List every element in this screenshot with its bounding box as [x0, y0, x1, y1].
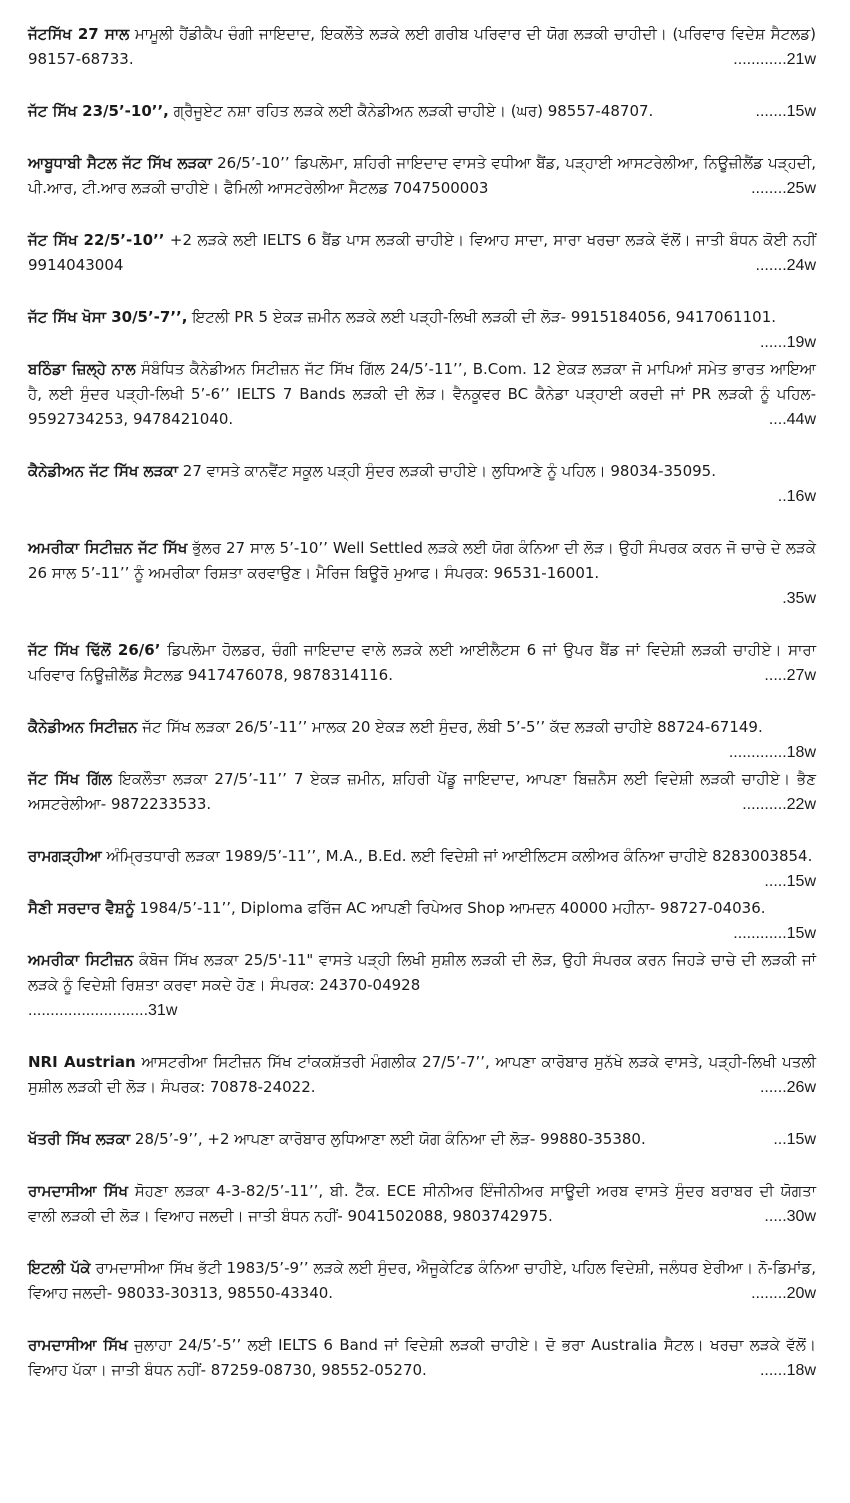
ad-body: ਗ੍ਰੈਜੂਏਟ ਨਸ਼ਾ ਰਹਿਤ ਲੜਕੇ ਲਈ ਕੈਨੇਡੀਅਨ ਲੜਕੀ ਚਾਹੀਏ। (ਘਰ) 98557-48707.: [168, 102, 654, 120]
ad-text: [28, 1050, 816, 1100]
ad-lead: ਜੱਟ ਸਿੱਖ ਖੋਸਾ 30/5’-7’’,: [28, 308, 188, 326]
ad-text: [28, 715, 816, 761]
ad-body: 27 ਵਾਸਤੇ ਕਾਨਵੈਂਟ ਸਕੂਲ ਪੜ੍ਹੀ ਸੁੰਦਰ ਲੜਕੀ ਚਾਹੀਏ। ਲੁਧਿਆਣੇ ਨੂੰ ਪਹਿਲ। 98034-35095.: [178, 462, 716, 480]
matrimonial-ad: [28, 844, 816, 890]
matrimonial-ad: [28, 715, 816, 761]
ad-lead: ਰਾਮਗੜ੍ਹੀਆ: [28, 847, 102, 865]
ad-text: [28, 1256, 816, 1306]
ad-body: ਮਾਮੂਲੀ ਹੈਂਡੀਕੈਪ ਚੰਗੀ ਜਾਇਦਾਦ, ਇਕਲੌਤੇ ਲੜਕੇ ਲਈ ਗਰੀਬ ਪਰਿਵਾਰ ਦੀ ਯੋਗ ਲੜਕੀ ਚਾਹੀਦੀ। (ਪਰਿਵਾਰ ਵਿਦੇਸ਼ ਸੈਟਲਡ) 98157-68733.: [28, 25, 816, 68]
ad-code: .....15w: [764, 873, 816, 890]
ad-lead: ਜੱਟ ਸਿੱਖ 22/5’-10’’: [28, 231, 165, 249]
ad-body: ਇਕਲੌਤਾ ਲੜਕਾ 27/5’-11’’ 7 ਏਕੜ ਜ਼ਮੀਨ, ਸ਼ਹਿਰੀ ਪੇਂਡੂ ਜਾਇਦਾਦ, ਆਪਣਾ ਬਿਜ਼ਨੈਸ ਲਈ ਵਿਦੇਸ਼ੀ ਲੜਕੀ ਚਾਹੀਏ। ਭੈਣ ਅਸਟਰੇਲੀਆ- 9872233533.: [28, 770, 816, 813]
matrimonial-ad: [28, 948, 816, 1023]
ad-text: [28, 1333, 816, 1383]
ad-lead: ਜੱਟ ਸਿੱਖ ਗਿੱਲ: [28, 770, 112, 788]
ad-lead: ਕੈਨੇਡੀਅਨ ਜੱਟ ਸਿੱਖ ਲੜਕਾ: [28, 462, 179, 480]
ad-code: ........25w: [751, 180, 816, 197]
matrimonial-ad: [28, 151, 816, 201]
matrimonial-ad: [28, 459, 816, 509]
ad-code: ........20w: [751, 1285, 816, 1302]
ad-text: [28, 896, 816, 942]
ad-lead: ਅਮਰੀਕਾ ਸਿਟੀਜ਼ਨ ਜੱਟ ਸਿੱਖ: [28, 539, 188, 557]
ad-text: [28, 357, 816, 432]
ad-code: ...........................31w: [28, 1002, 178, 1019]
matrimonial-ad: [28, 1256, 816, 1306]
ad-code: ......26w: [759, 1079, 816, 1096]
ad-lead: ਆਬੂਧਾਬੀ ਸੈਟਲ ਜੱਟ ਸਿੱਖ ਲੜਕਾ: [28, 154, 212, 172]
ad-lead: ਕੈਨੇਡੀਅਨ ਸਿਟੀਜ਼ਨ: [28, 718, 138, 736]
matrimonial-ad: [28, 305, 816, 351]
ad-code: ............21w: [733, 51, 816, 68]
ad-text: [28, 1127, 816, 1152]
ad-code: ......19w: [759, 334, 816, 351]
ad-lead: ਬਠਿੰਡਾ ਜ਼ਿਲ੍ਹੇ ਨਾਲ: [28, 360, 136, 378]
ad-code: ..16w: [777, 488, 816, 505]
matrimonial-ad: [28, 1050, 816, 1100]
ad-text: [28, 459, 816, 484]
ad-lead: ਇਟਲੀ ਪੱਕੇ: [28, 1259, 91, 1277]
ad-text: [28, 305, 816, 351]
ad-text: [28, 151, 816, 201]
ad-body: +2 ਲੜਕੇ ਲਈ IELTS 6 ਬੈਂਡ ਪਾਸ ਲੜਕੀ ਚਾਹੀਏ। ਵਿਆਹ ਸਾਦਾ, ਸਾਰਾ ਖਰਚਾ ਲੜਕੇ ਵੱਲੋਂ। ਜਾਤੀ ਬੰਧਨ ਕੋਈ ਨਹੀਂ 9914043004: [28, 231, 816, 274]
ad-text: [28, 638, 816, 688]
ad-body: ਭੁੱਲਰ 27 ਸਾਲ 5’-10’’ Well Settled ਲੜਕੇ ਲਈ ਯੋਗ ਕੰਨਿਆ ਦੀ ਲੋੜ। ਉਹੀ ਸੰਪਰਕ ਕਰਨ ਜੋ ਚਾਚੇ ਦੇ ਲੜਕੇ 26 ਸਾਲ 5’-11’’ ਨੂੰ ਅਮਰੀਕਾ ਰਿਸ਼ਤਾ ਕਰਵਾਉਣ। ਮੈਰਿਜ ਬਿਊਰੋ ਮੁਆਫ। ਸੰਪਰਕ: 96531-16001.: [28, 539, 816, 582]
ad-body: ਅੰਮ੍ਰਿਤਧਾਰੀ ਲੜਕਾ 1989/5’-11’’, M.A., B.Ed. ਲਈ ਵਿਦੇਸ਼ੀ ਜਾਂ ਆਈਲਿਟਸ ਕਲੀਅਰ ਕੰਨਿਆ ਚਾਹੀਏ 8283003854.: [101, 847, 813, 865]
ad-body: ਡਿਪਲੋਮਾ ਹੋਲਡਰ, ਚੰਗੀ ਜਾਇਦਾਦ ਵਾਲੇ ਲੜਕੇ ਲਈ ਆਈਲੈਟਸ 6 ਜਾਂ ਉਪਰ ਬੈਂਡ ਜਾਂ ਵਿਦੇਸ਼ੀ ਲੜਕੀ ਚਾਹੀਏ। ਸਾਰਾ ਪਰਿਵਾਰ ਨਿਊਜ਼ੀਲੈਂਡ ਸੈਟਲਡ 9417476078, 9878314116.: [28, 641, 816, 684]
ad-lead: ਜੱਟਸਿੱਖ 27 ਸਾਲ: [28, 25, 130, 43]
matrimonial-ad: [28, 1179, 816, 1229]
ad-text: [28, 536, 816, 586]
matrimonial-ad: [28, 357, 816, 432]
ad-body: 1984/5’-11’’, Diploma ਫਰਿੱਜ AC ਆਪਣੀ ਰਿਪੇਅਰ Shop ਆਮਦਨ 40000 ਮਹੀਨਾ- 98727-04036.: [134, 899, 766, 917]
ad-code: ....44w: [768, 411, 816, 428]
ad-code: .......15w: [755, 103, 816, 120]
ad-body: ਇਟਲੀ PR 5 ਏਕੜ ਜ਼ਮੀਨ ਲੜਕੇ ਲਈ ਪੜ੍ਹੀ-ਲਿਖੀ ਲੜਕੀ ਦੀ ਲੋੜ- 9915184056, 9417061101.: [187, 308, 777, 326]
ad-text: [28, 22, 816, 72]
ad-body: ਜੁਲਾਹਾ 24/5’-5’’ ਲਈ IELTS 6 Band ਜਾਂ ਵਿਦੇਸ਼ੀ ਲੜਕੀ ਚਾਹੀਏ। ਦੋ ਭਰਾ Australia ਸੈਟਲ। ਖਰਚਾ ਲੜਕੇ ਵੱਲੋਂ। ਵਿਆਹ ਪੱਕਾ। ਜਾਤੀ ਬੰਧਨ ਨਹੀਂ- 87259-08730, 98552-05270.: [28, 1336, 816, 1379]
ad-lead: ਰਾਮਦਾਸੀਆ ਸਿੱਖ: [28, 1336, 128, 1354]
ad-body: 26/5’-10’’ ਡਿਪਲੋਮਾ, ਸ਼ਹਿਰੀ ਜਾਇਦਾਦ ਵਾਸਤੇ ਵਧੀਆ ਬੈਂਡ, ਪੜ੍ਹਾਈ ਆਸਟਰੇਲੀਆ, ਨਿਊਜ਼ੀਲੈਂਡ ਪੜ੍ਹਦੀ, ਪੀ.ਆਰ, ਟੀ.ਆਰ ਲੜਕੀ ਚਾਹੀਏ। ਫੈਮਿਲੀ ਆਸਟਰੇਲੀਆ ਸੈਟਲਡ 7047500003: [28, 154, 817, 197]
ad-text: [28, 767, 816, 817]
ad-code: ...15w: [773, 1131, 816, 1148]
ad-code: .......24w: [755, 257, 816, 274]
ad-lead: ਜੱਟ ਸਿੱਖ ਢਿੱਲੋਂ 26/6’: [28, 641, 161, 659]
ad-body: ਆਸਟਰੀਆ ਸਿਟੀਜ਼ਨ ਸਿੱਖ ਟਾਂਕਕਸ਼ੱਤਰੀ ਮੰਗਲੀਕ 27/5’-7’’, ਆਪਣਾ ਕਾਰੋਬਾਰ ਸੁਨੱਖੇ ਲੜਕੇ ਵਾਸਤੇ, ਪੜ੍ਹੀ-ਲਿਖੀ ਪਤਲੀ ਸੁਸ਼ੀਲ ਲੜਕੀ ਦੀ ਲੋੜ। ਸੰਪਰਕ: 70878-24022.: [28, 1053, 817, 1096]
matrimonial-ad: [28, 767, 816, 817]
matrimonial-ad: [28, 1333, 816, 1383]
ad-body: ਸੋਹਣਾ ਲੜਕਾ 4-3-82/5’-11’’, ਬੀ. ਟੈੱਕ. ECE ਸੀਨੀਅਰ ਇੰਜੀਨੀਅਰ ਸਾਊਦੀ ਅਰਬ ਵਾਸਤੇ ਸੁੰਦਰ ਬਰਾਬਰ ਦੀ ਯੋਗਤਾ ਵਾਲੀ ਲੜਕੀ ਦੀ ਲੋੜ। ਵਿਆਹ ਜਲਦੀ। ਜਾਤੀ ਬੰਧਨ ਨਹੀਂ- 9041502088, 9803742975.: [28, 1182, 816, 1225]
ad-code: .35w: [782, 590, 816, 607]
ad-lead: ਅਮਰੀਕਾ ਸਿਟੀਜ਼ਨ: [28, 951, 134, 969]
ad-body: ਜੱਟ ਸਿੱਖ ਲੜਕਾ 26/5’-11’’ ਮਾਲਕ 20 ਏਕੜ ਲਈ ਸੁੰਦਰ, ਲੰਬੀ 5’-5’’ ਕੱਦ ਲੜਕੀ ਚਾਹੀਏ 88724-67149.: [137, 718, 763, 736]
ad-code: ..........22w: [742, 796, 816, 813]
classified-ads-page: [28, 22, 816, 1410]
ad-body: ਸੰਬੰਧਿਤ ਕੈਨੇਡੀਅਨ ਸਿਟੀਜ਼ਨ ਜੱਟ ਸਿੱਖ ਗਿੱਲ 24/5’-11’’, B.Com. 12 ਏਕੜ ਲੜਕਾ ਜੋ ਮਾਪਿਆਂ ਸਮੇਤ ਭਾਰਤ ਆਇਆ ਹੈ, ਲਈ ਸੁੰਦਰ ਪੜ੍ਹੀ-ਲਿਖੀ 5’-6’’ IELTS 7 Bands ਲੜਕੀ ਦੀ ਲੋੜ। ਵੈਨਕੂਵਰ BC ਕੈਨੇਡਾ ਪੜ੍ਹਾਈ ਕਰਦੀ ਜਾਂ PR ਲੜਕੀ ਨੂੰ ਪਹਿਲ- 9592734253, 9478421040.: [28, 360, 816, 428]
matrimonial-ad: [28, 638, 816, 688]
matrimonial-ad: [28, 22, 816, 72]
ad-body: ਕੰਬੋਜ ਸਿੱਖ ਲੜਕਾ 25/5'-11" ਵਾਸਤੇ ਪੜ੍ਹੀ ਲਿਖੀ ਸੁਸ਼ੀਲ ਲੜਕੀ ਦੀ ਲੋੜ, ਉਹੀ ਸੰਪਰਕ ਕਰਨ ਜਿਹੜੇ ਚਾਚੇ ਦੀ ਲੜਕੀ ਜਾਂ ਲੜਕੇ ਨੂੰ ਵਿਦੇਸ਼ੀ ਰਿਸ਼ਤਾ ਕਰਵਾ ਸਕਦੇ ਹੋਣ। ਸੰਪਰਕ: 24370-04928: [28, 951, 817, 994]
ad-code: ............15w: [733, 925, 816, 942]
ad-body: ਰਾਮਦਾਸੀਆ ਸਿੱਖ ਭੱਟੀ 1983/5’-9’’ ਲੜਕੇ ਲਈ ਸੁੰਦਰ, ਐਜੂਕੇਟਿਡ ਕੰਨਿਆ ਚਾਹੀਏ, ਪਹਿਲ ਵਿਦੇਸ਼ੀ, ਜਲੰਧਰ ਏਰੀਆ। ਨੋ-ਡਿਮਾਂਡ, ਵਿਆਹ ਜਲਦੀ- 98033-30313, 98550-43340.: [28, 1259, 816, 1302]
ad-lead: NRI Austrian: [28, 1053, 136, 1071]
matrimonial-ad: [28, 896, 816, 942]
matrimonial-ad: [28, 536, 816, 611]
ad-lead: ਸੈਣੀ ਸਰਦਾਰ ਵੈਸ਼ਨੂੰ: [28, 899, 135, 917]
ad-text: [28, 948, 816, 998]
ad-body: 28/5’-9’’, +2 ਆਪਣਾ ਕਾਰੋਬਾਰ ਲੁਧਿਆਣਾ ਲਈ ਯੋਗ ਕੰਨਿਆ ਦੀ ਲੋੜ- 99880-35380.: [130, 1130, 646, 1148]
ad-text: [28, 228, 816, 278]
matrimonial-ad: [28, 228, 816, 278]
ad-lead: ਖੱਤਰੀ ਸਿੱਖ ਲੜਕਾ: [28, 1130, 131, 1148]
matrimonial-ad: [28, 99, 816, 124]
matrimonial-ad: [28, 1127, 816, 1152]
ad-lead: ਰਾਮਦਾਸੀਆ ਸਿੱਖ: [28, 1182, 129, 1200]
ad-code: .....30w: [764, 1208, 816, 1225]
ad-text: [28, 844, 816, 890]
ad-code: .............18w: [728, 744, 816, 761]
ad-lead: ਜੱਟ ਸਿੱਖ 23/5’-10’’,: [28, 102, 169, 120]
ad-text: [28, 99, 816, 124]
ad-text: [28, 1179, 816, 1229]
ad-code: .....27w: [764, 667, 816, 684]
ad-code: ......18w: [759, 1362, 816, 1379]
